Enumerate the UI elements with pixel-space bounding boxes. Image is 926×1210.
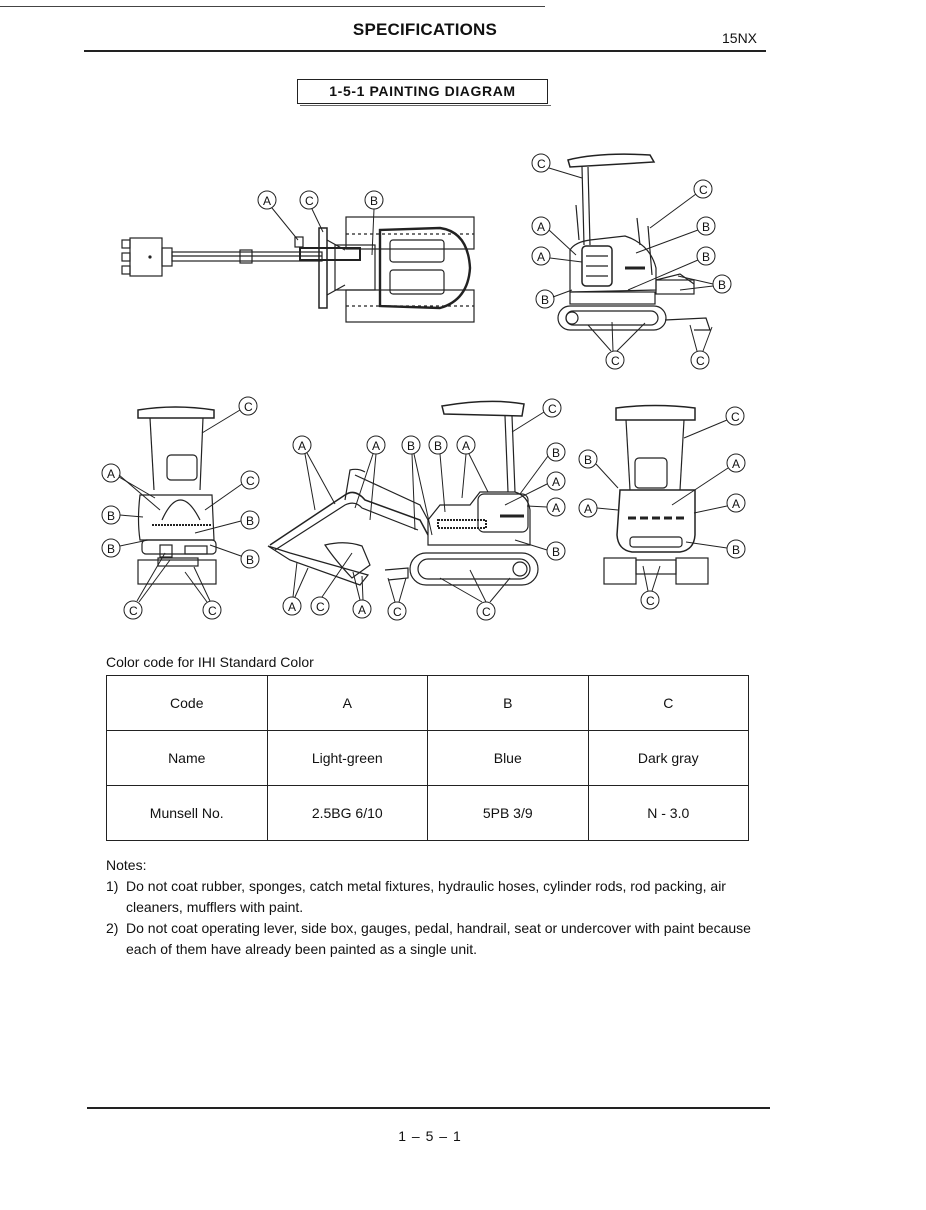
svg-text:A: A bbox=[263, 194, 272, 208]
callout-B bbox=[579, 450, 618, 488]
callout-A bbox=[258, 191, 298, 240]
svg-text:C: C bbox=[646, 594, 655, 608]
svg-text:C: C bbox=[208, 604, 217, 618]
svg-text:C: C bbox=[246, 474, 255, 488]
callout-C bbox=[300, 191, 323, 232]
footer-divider bbox=[87, 1107, 770, 1109]
section-title: 1-5-1 PAINTING DIAGRAM bbox=[297, 79, 548, 104]
svg-text:C: C bbox=[482, 605, 491, 619]
note-item bbox=[106, 918, 766, 960]
svg-text:A: A bbox=[537, 250, 546, 264]
color-code-table bbox=[106, 675, 749, 841]
svg-text:B: B bbox=[718, 278, 727, 292]
callout-A bbox=[355, 436, 385, 520]
row-label: Munsell No. bbox=[107, 786, 268, 841]
callout-A bbox=[293, 436, 335, 510]
callout-C bbox=[440, 570, 510, 620]
svg-text:B: B bbox=[702, 220, 711, 234]
note-item bbox=[106, 876, 766, 918]
callout-B bbox=[102, 506, 143, 524]
callout-C bbox=[388, 578, 406, 620]
callout-A bbox=[532, 247, 582, 265]
svg-text:B: B bbox=[246, 514, 255, 528]
table-cell: N - 3.0 bbox=[588, 786, 749, 841]
svg-text:C: C bbox=[611, 354, 620, 368]
table-row bbox=[107, 676, 749, 731]
svg-text:C: C bbox=[537, 157, 546, 171]
page-number: 1 – 5 – 1 bbox=[398, 1128, 462, 1144]
table-cell: 5PB 3/9 bbox=[428, 786, 589, 841]
svg-text:C: C bbox=[548, 402, 557, 416]
note-number: 1) bbox=[106, 878, 119, 894]
svg-text:B: B bbox=[434, 439, 443, 453]
svg-text:C: C bbox=[244, 400, 253, 414]
table-row bbox=[107, 731, 749, 786]
callout-C bbox=[684, 407, 744, 438]
callout-C bbox=[311, 553, 352, 615]
note-text: Do not coat rubber, sponges, catch metal fixtures, hydraulic hoses, cylinder rods, rod packing, air cleaners, mufflers with paint. bbox=[126, 878, 726, 915]
callout-B bbox=[195, 511, 259, 533]
svg-text:B: B bbox=[552, 545, 561, 559]
note-number: 2) bbox=[106, 920, 119, 936]
table-cell: B bbox=[428, 676, 589, 731]
front-view-drawing bbox=[138, 407, 216, 584]
callout-B bbox=[429, 436, 447, 512]
svg-text:B: B bbox=[407, 439, 416, 453]
svg-text:A: A bbox=[732, 497, 741, 511]
callout-A bbox=[457, 436, 488, 498]
svg-text:B: B bbox=[246, 553, 255, 567]
svg-text:A: A bbox=[552, 501, 561, 515]
svg-text:C: C bbox=[316, 600, 325, 614]
svg-text:C: C bbox=[393, 605, 402, 619]
callout-A bbox=[353, 572, 371, 618]
callout-C bbox=[690, 325, 712, 369]
svg-text:A: A bbox=[288, 600, 297, 614]
svg-text:A: A bbox=[552, 475, 561, 489]
svg-text:A: A bbox=[298, 439, 307, 453]
top-view-drawing bbox=[122, 217, 474, 322]
row-label: Code bbox=[107, 676, 268, 731]
callout-A bbox=[579, 499, 618, 517]
notes-heading: Notes: bbox=[106, 857, 147, 873]
table-cell: 2.5BG 6/10 bbox=[267, 786, 428, 841]
callout-B bbox=[515, 540, 565, 560]
table-cell: Light-green bbox=[267, 731, 428, 786]
svg-text:A: A bbox=[584, 502, 593, 516]
svg-text:C: C bbox=[699, 183, 708, 197]
callout-C bbox=[202, 397, 257, 433]
page-title: SPECIFICATIONS bbox=[352, 20, 498, 39]
callout-B bbox=[210, 545, 259, 568]
notes-section bbox=[106, 855, 766, 960]
callout-A bbox=[694, 494, 745, 513]
svg-text:B: B bbox=[541, 293, 550, 307]
callout-B bbox=[686, 540, 745, 558]
callout-A bbox=[102, 464, 160, 510]
row-label: Name bbox=[107, 731, 268, 786]
svg-text:A: A bbox=[107, 467, 116, 481]
svg-text:B: B bbox=[107, 542, 116, 556]
svg-text:B: B bbox=[732, 543, 741, 557]
callout-B bbox=[536, 290, 572, 308]
table-cell: Blue bbox=[428, 731, 589, 786]
right-side-view-drawing bbox=[558, 154, 710, 330]
callout-B bbox=[678, 275, 731, 293]
svg-text:A: A bbox=[462, 439, 471, 453]
svg-text:B: B bbox=[552, 446, 561, 460]
callout-C bbox=[641, 566, 660, 609]
table-cell: Dark gray bbox=[588, 731, 749, 786]
note-text: Do not coat operating lever, side box, gauges, pedal, handrail, seat or undercover with paint because each of them have already been painted as a single unit. bbox=[126, 920, 751, 957]
svg-text:C: C bbox=[731, 410, 740, 424]
svg-text:C: C bbox=[129, 604, 138, 618]
svg-text:A: A bbox=[358, 603, 367, 617]
callout-C bbox=[205, 471, 259, 510]
table-cell: A bbox=[267, 676, 428, 731]
callout-C bbox=[588, 322, 645, 369]
svg-text:A: A bbox=[732, 457, 741, 471]
svg-text:A: A bbox=[372, 439, 381, 453]
table-cell: C bbox=[588, 676, 749, 731]
callout-B bbox=[102, 539, 148, 557]
model-code: 15NX bbox=[722, 30, 758, 46]
callout-C bbox=[124, 553, 170, 619]
svg-text:B: B bbox=[584, 453, 593, 467]
callout-A bbox=[283, 562, 308, 615]
table-caption: Color code for IHI Standard Color bbox=[106, 654, 314, 670]
svg-text:B: B bbox=[107, 509, 116, 523]
table-row bbox=[107, 786, 749, 841]
rear-view-drawing bbox=[604, 406, 708, 585]
svg-text:A: A bbox=[537, 220, 546, 234]
svg-text:C: C bbox=[305, 194, 314, 208]
svg-text:B: B bbox=[702, 250, 711, 264]
callout-A bbox=[527, 498, 565, 516]
svg-text:C: C bbox=[696, 354, 705, 368]
svg-text:B: B bbox=[370, 194, 379, 208]
left-side-view-drawing bbox=[268, 401, 538, 585]
